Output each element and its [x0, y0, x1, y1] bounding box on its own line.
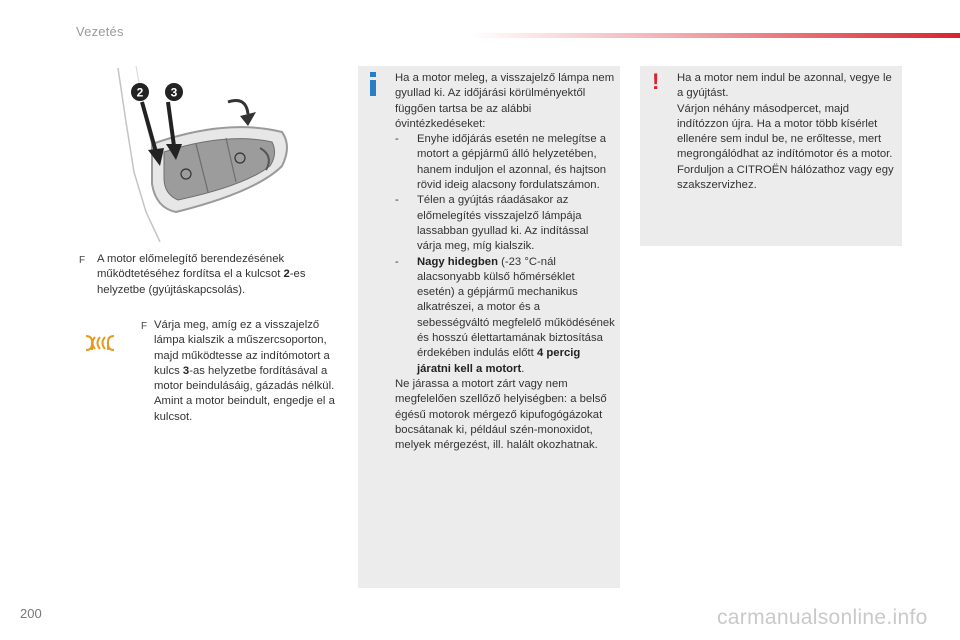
instruction-text: A motor előmelegítő berendezésének működtetéséhez fordítsa el a kulcsot: [97, 253, 285, 281]
bold-term: 4 percig járatni kell a motort: [417, 347, 581, 375]
car-key-illustration: [106, 62, 306, 242]
bullet-marker: F: [141, 321, 148, 332]
warning-text-1: Ha a motor nem indul be azonnal, vegye le a gyújtást.: [677, 72, 892, 100]
dash-marker: -: [395, 255, 399, 268]
watermark: carmanualsonline.info: [717, 606, 928, 629]
preheater-warning-icon: [84, 334, 116, 352]
dash-marker: -: [395, 194, 399, 207]
bullet-marker: F: [79, 255, 86, 266]
key-position-2: 2: [283, 268, 290, 281]
warning-icon: !: [652, 69, 660, 94]
precaution-text: Enyhe időjárás esetén ne melegítse a motort a gépjármű álló helyzetében, hanem induljon el azonnal, és hajtson rövid ideig alacsony fordulatszámon.: [417, 133, 607, 192]
instruction-paragraph-1: [97, 252, 352, 298]
callout-2: 2: [136, 85, 144, 100]
callout-3: 3: [170, 85, 178, 100]
precaution-extreme-cold: [395, 255, 615, 377]
instruction-paragraph-2: [154, 318, 344, 425]
precaution-text: .: [521, 362, 525, 375]
dash-marker: -: [395, 133, 399, 146]
header-accent-line: [470, 33, 960, 38]
precaution-mild-weather: [395, 132, 615, 193]
instruction-text: -es helyzetbe (gyújtáskapcsolás).: [97, 268, 306, 296]
section-title: Vezetés: [76, 24, 124, 39]
warning-panel-text: [677, 71, 899, 193]
precaution-text: Télen a gyújtás ráadásakor az előmelegítés visszajelző lámpája lassabban gyullad ki. Az indítással várja meg, míg kialszik.: [417, 194, 589, 253]
warning-text-3: Forduljon a CITROËN hálózathoz vagy egy szakszervizhez.: [677, 163, 894, 192]
key-position-3: 3: [182, 364, 190, 377]
precaution-text: (-23 °C-nál alacsonyabb külső hőmérséklet esetén) a gépjármű mechanikus alkatrészei, a motor és a sebességváltó megfelelő működésének és hosszú élettartamának biztosítása érdekében indulás előtt: [417, 255, 615, 360]
info-intro: Ha a motor meleg, a visszajelző lámpa nem gyullad ki. Az időjárási körülményektől függően tartsa be az alábbi óvintézkedéseket:: [395, 72, 615, 130]
instruction-text: -as helyzetbe fordításával a motor beindulásáig, gázadás nélkül. Amint a motor beindult, engedje el a kulcsot.: [154, 364, 335, 423]
page-number: 200: [20, 606, 42, 621]
info-outro: Ne járassa a motort zárt vagy nem megfelelően szellőző helyiségben: a belső égésű motorok mérgező kipufogógázokat bocsátanak ki, például szén-monoxidot, melyek mérgezést, ill. halált okozhatnak.: [395, 377, 607, 452]
info-icon: [368, 72, 378, 96]
info-panel-text: [395, 71, 615, 453]
instruction-text: Várja meg, amíg ez a visszajelző lámpa kialszik a műszercsoporton, majd működtesse az indítómotort a kulcs: [154, 319, 330, 377]
warning-text-2: Várjon néhány másodpercet, majd indítózzon újra. Ha a motor több kísérlet ellenére sem indul be, ne erőltesse, mert megrongálódhat az indítómotor és a motor.: [677, 102, 893, 161]
precaution-winter: [395, 193, 615, 254]
bold-term: Nagy hidegben: [417, 255, 498, 268]
